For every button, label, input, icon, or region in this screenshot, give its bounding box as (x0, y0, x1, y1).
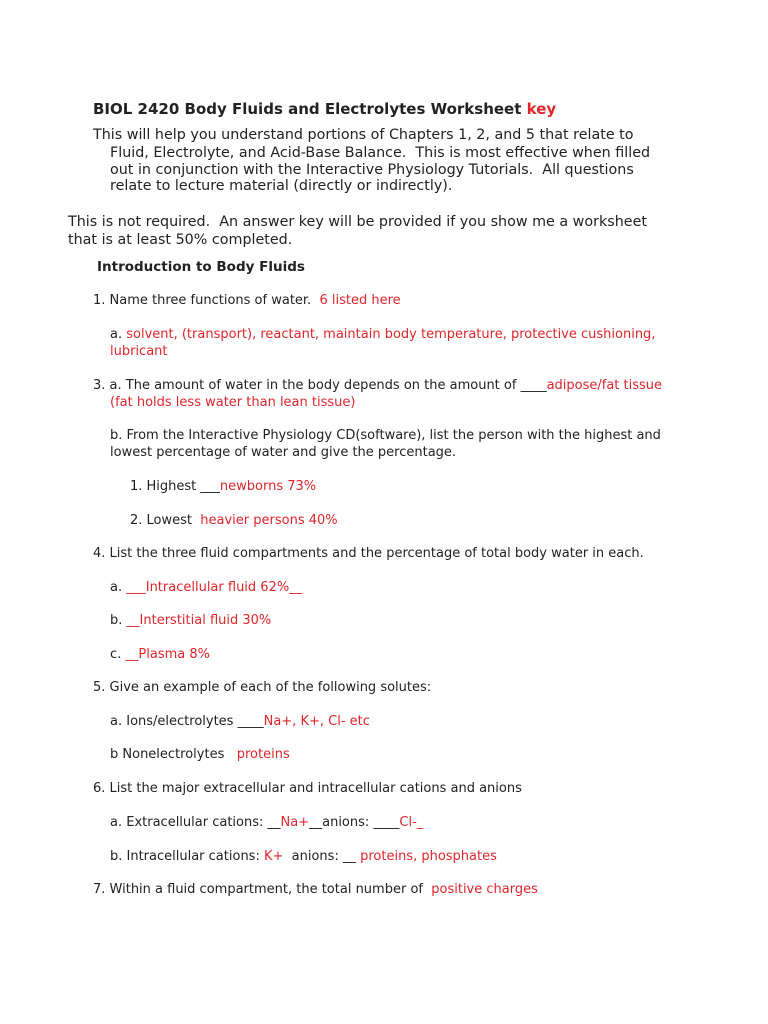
answer-text: adipose/fat tissue (546, 378, 663, 393)
text-line-q3a-2 (110, 394, 355, 412)
question-text: This is not required. An answer key will be provided if you show me a worksheet (68, 214, 647, 230)
answer-text: solvent, (transport), reactant, maintain body temperature, protective cushioning, (126, 327, 656, 342)
question-text: c. (110, 647, 126, 662)
question-text: a. Ions/electrolytes ____ (110, 714, 264, 729)
text-line-q3b-2 (110, 444, 456, 462)
text-line-q5b (110, 746, 290, 764)
question-text: a. (110, 327, 127, 342)
text-line-q6 (93, 780, 522, 798)
text-line-intro-4 (110, 177, 452, 195)
answer-text: ___Intracellular fluid 62%__ (126, 580, 303, 595)
text-line-q3a-1 (93, 377, 662, 395)
text-line-note-1 (68, 213, 647, 231)
answer-text: __Plasma 8% (125, 647, 210, 662)
question-text: a. (110, 580, 127, 595)
question-text: that is at least 50% completed. (68, 232, 293, 248)
question-text: Introduction to Body Fluids (97, 259, 305, 275)
question-text: out in conjunction with the Interactive Physiology Tutorials. All questions (110, 162, 634, 178)
question-text: relate to lecture material (directly or indirectly). (110, 178, 453, 194)
answer-text: proteins, phosphates (360, 849, 497, 864)
text-line-q6a (110, 814, 423, 832)
answer-text: K+ (263, 849, 284, 864)
section-heading (97, 258, 305, 276)
text-line-q3b-highest (130, 478, 316, 496)
question-text: This will help you understand portions of Chapters 1, 2, and 5 that relate to (93, 127, 634, 143)
answer-text: Na+, K+, Cl- etc (263, 714, 370, 729)
answer-text: heavier persons 40% (200, 513, 338, 528)
answer-text: lubricant (110, 344, 168, 359)
question-text: b Nonelectrolytes (110, 747, 237, 762)
text-line-q4c (110, 646, 210, 664)
text-line-q1 (93, 292, 401, 310)
text-line-q4 (93, 545, 644, 563)
text-line-q5 (93, 679, 431, 697)
answer-text: __Interstitial fluid 30% (126, 613, 272, 628)
question-text: b. (110, 613, 127, 628)
document-title (93, 100, 556, 118)
question-text: lowest percentage of water and give the percentage. (110, 445, 457, 460)
question-text: 2. Lowest (130, 513, 201, 528)
question-text: anions: __ (283, 849, 361, 864)
answer-text: proteins (236, 747, 290, 762)
answer-text: key (526, 100, 557, 118)
answer-text: newborns 73% (219, 479, 317, 494)
question-text: BIOL 2420 Body Fluids and Electrolytes Worksheet (93, 100, 527, 118)
question-text: 7. Within a fluid compartment, the total number of (93, 882, 432, 897)
question-text: __anions: ____ (309, 815, 400, 830)
question-text: b. Intracellular cations: (110, 849, 264, 864)
text-line-q3b-lowest (130, 512, 338, 530)
text-line-q5a (110, 713, 370, 731)
question-text: 3. a. The amount of water in the body depends on the amount of ____ (93, 378, 547, 393)
text-line-q7 (93, 881, 538, 899)
text-line-intro-2 (110, 144, 650, 162)
question-text: a. Extracellular cations: __ (110, 815, 281, 830)
text-line-q1a-1 (110, 326, 655, 344)
answer-text: (fat holds less water than lean tissue) (110, 395, 356, 410)
question-text: b. From the Interactive Physiology CD(software), list the person with the highest and (110, 428, 661, 443)
question-text: 5. Give an example of each of the following solutes: (93, 680, 432, 695)
answer-text: 6 listed here (311, 293, 401, 308)
text-line-q4a (110, 579, 302, 597)
answer-text: positive charges (431, 882, 538, 897)
text-line-q6b (110, 848, 497, 866)
question-text: 6. List the major extracellular and intracellular cations and anions (93, 781, 522, 796)
text-line-q3b-1 (110, 427, 661, 445)
text-line-intro-1 (93, 126, 634, 144)
question-text: 1. Highest ___ (130, 479, 220, 494)
text-line-note-2 (68, 231, 292, 249)
question-text: 1. Name three functions of water. (93, 293, 312, 308)
answer-text: Cl-_ (399, 815, 424, 830)
text-line-q4b (110, 612, 271, 630)
answer-text: Na+ (280, 815, 310, 830)
question-text: Fluid, Electrolyte, and Acid-Base Balance. This is most effective when filled (110, 145, 651, 161)
question-text: 4. List the three fluid compartments and the percentage of total body water in each. (93, 546, 644, 561)
text-line-q1a-2 (110, 343, 168, 361)
